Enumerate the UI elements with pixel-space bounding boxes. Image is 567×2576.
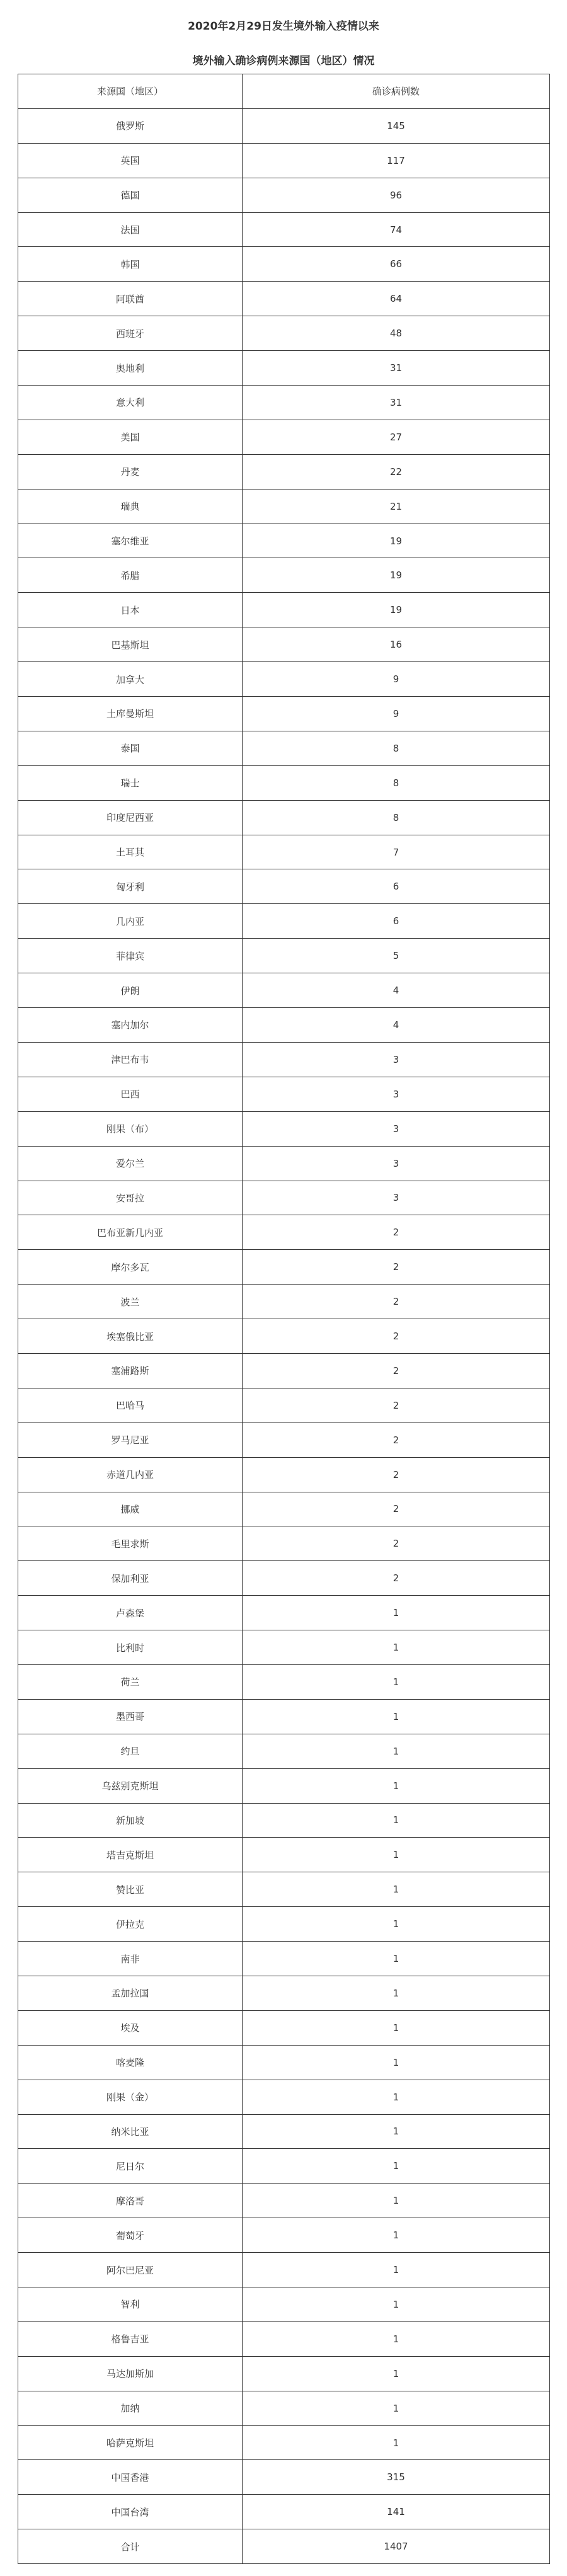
country-cell: 巴基斯坦 [18, 627, 243, 662]
case-count-cell: 1 [243, 2114, 550, 2149]
case-count-cell: 1 [243, 1838, 550, 1872]
case-count-cell: 1 [243, 2080, 550, 2114]
case-count-cell: 2 [243, 1492, 550, 1526]
country-cell: 丹麦 [18, 454, 243, 489]
country-cell: 日本 [18, 593, 243, 627]
case-count-cell: 1407 [243, 2529, 550, 2564]
country-cell: 加纳 [18, 2391, 243, 2425]
table-row [18, 108, 550, 143]
source-country-table [18, 74, 550, 2564]
case-count-cell: 1 [243, 1976, 550, 2010]
table-row [18, 1457, 550, 1492]
case-count-cell: 3 [243, 1146, 550, 1181]
table-row [18, 1008, 550, 1043]
case-count-cell: 16 [243, 627, 550, 662]
country-cell: 保加利亚 [18, 1561, 243, 1596]
case-count-cell: 48 [243, 316, 550, 351]
case-count-cell: 117 [243, 143, 550, 178]
table-row [18, 1181, 550, 1215]
table-row [18, 1111, 550, 1146]
table-row [18, 904, 550, 939]
table-row [18, 2391, 550, 2425]
country-cell: 希腊 [18, 558, 243, 593]
table-row [18, 1561, 550, 1596]
country-cell: 波兰 [18, 1285, 243, 1319]
table-row [18, 1077, 550, 1111]
table-row [18, 2149, 550, 2184]
case-count-cell: 1 [243, 1907, 550, 1942]
case-count-cell: 2 [243, 1561, 550, 1596]
country-cell: 荷兰 [18, 1664, 243, 1699]
case-count-cell: 1 [243, 1630, 550, 1665]
case-count-cell: 19 [243, 558, 550, 593]
country-cell: 毛里求斯 [18, 1526, 243, 1561]
case-count-cell: 1 [243, 1664, 550, 1699]
column-header-country: 来源国（地区） [18, 74, 243, 109]
case-count-cell: 1 [243, 2321, 550, 2356]
case-count-cell: 6 [243, 869, 550, 904]
case-count-cell: 2 [243, 1526, 550, 1561]
case-count-cell: 6 [243, 904, 550, 939]
table-row [18, 1734, 550, 1768]
case-count-cell: 8 [243, 800, 550, 835]
table-row [18, 489, 550, 524]
country-cell: 葡萄牙 [18, 2218, 243, 2253]
table-row [18, 558, 550, 593]
country-cell: 英国 [18, 143, 243, 178]
table-row [18, 143, 550, 178]
page-title: 2020年2月29日发生境外输入疫情以来 [188, 20, 379, 33]
country-cell: 伊朗 [18, 973, 243, 1008]
case-count-cell: 1 [243, 2356, 550, 2391]
country-cell: 南非 [18, 1942, 243, 1976]
table-row [18, 1353, 550, 1388]
country-cell: 美国 [18, 420, 243, 454]
country-cell: 喀麦隆 [18, 2045, 243, 2080]
table-row [18, 731, 550, 765]
country-cell: 韩国 [18, 247, 243, 282]
case-count-cell: 4 [243, 973, 550, 1008]
table-row [18, 1319, 550, 1354]
table-row [18, 869, 550, 904]
country-cell: 伊拉克 [18, 1907, 243, 1942]
table-row [18, 765, 550, 800]
country-cell: 摩尔多瓦 [18, 1250, 243, 1285]
country-cell: 土库曼斯坦 [18, 697, 243, 731]
country-cell: 合计 [18, 2529, 243, 2564]
table-row [18, 2218, 550, 2253]
case-count-cell: 3 [243, 1042, 550, 1077]
country-cell: 奥地利 [18, 351, 243, 386]
country-cell: 马达加斯加 [18, 2356, 243, 2391]
country-cell: 乌兹别克斯坦 [18, 1768, 243, 1803]
table-row [18, 178, 550, 212]
country-cell: 西班牙 [18, 316, 243, 351]
country-cell: 匈牙利 [18, 869, 243, 904]
case-count-cell: 9 [243, 662, 550, 697]
case-count-cell: 1 [243, 2149, 550, 2184]
country-cell: 塔吉克斯坦 [18, 1838, 243, 1872]
country-cell: 加拿大 [18, 662, 243, 697]
country-cell: 土耳其 [18, 835, 243, 869]
country-cell: 罗马尼亚 [18, 1423, 243, 1457]
country-cell: 巴布亚新几内亚 [18, 1215, 243, 1250]
case-count-cell: 1 [243, 2218, 550, 2253]
country-cell: 泰国 [18, 731, 243, 765]
case-count-cell: 4 [243, 1008, 550, 1043]
case-count-cell: 1 [243, 1596, 550, 1630]
case-count-cell: 1 [243, 2287, 550, 2322]
country-cell: 摩洛哥 [18, 2184, 243, 2218]
table-row [18, 212, 550, 247]
country-cell: 约旦 [18, 1734, 243, 1768]
case-count-cell: 9 [243, 697, 550, 731]
table-row [18, 1285, 550, 1319]
case-count-cell: 8 [243, 731, 550, 765]
country-cell: 墨西哥 [18, 1699, 243, 1734]
case-count-cell: 8 [243, 765, 550, 800]
case-count-cell: 1 [243, 1942, 550, 1976]
case-count-cell: 2 [243, 1423, 550, 1457]
table-row [18, 593, 550, 627]
country-cell: 尼日尔 [18, 2149, 243, 2184]
country-cell: 瑞士 [18, 765, 243, 800]
case-count-cell: 1 [243, 1699, 550, 1734]
country-cell: 塞内加尔 [18, 1008, 243, 1043]
table-row [18, 1942, 550, 1976]
table-row [18, 2460, 550, 2495]
table-row [18, 2287, 550, 2322]
case-count-cell: 2 [243, 1250, 550, 1285]
table-row [18, 1526, 550, 1561]
table-body [18, 108, 550, 2563]
case-count-cell: 3 [243, 1077, 550, 1111]
table-row [18, 2425, 550, 2460]
case-count-cell: 3 [243, 1181, 550, 1215]
table-row [18, 2080, 550, 2114]
table-row [18, 1630, 550, 1665]
case-count-cell: 2 [243, 1457, 550, 1492]
case-count-cell: 31 [243, 351, 550, 386]
country-cell: 塞尔维亚 [18, 524, 243, 558]
country-cell: 埃及 [18, 2010, 243, 2045]
case-count-cell: 96 [243, 178, 550, 212]
country-cell: 刚果（金） [18, 2080, 243, 2114]
table-row [18, 2495, 550, 2529]
column-header-cases: 确诊病例数 [243, 74, 550, 109]
case-count-cell: 19 [243, 593, 550, 627]
table-row [18, 627, 550, 662]
country-cell: 德国 [18, 178, 243, 212]
table-row [18, 2253, 550, 2287]
table-row [18, 282, 550, 316]
table-row [18, 2114, 550, 2149]
country-cell: 中国香港 [18, 2460, 243, 2495]
table-row [18, 1803, 550, 1838]
case-count-cell: 141 [243, 2495, 550, 2529]
case-count-cell: 21 [243, 489, 550, 524]
table-row [18, 973, 550, 1008]
table-row [18, 1250, 550, 1285]
table-row [18, 2321, 550, 2356]
table-row [18, 1146, 550, 1181]
table-row [18, 1215, 550, 1250]
case-count-cell: 74 [243, 212, 550, 247]
table-row [18, 1699, 550, 1734]
case-count-cell: 3 [243, 1111, 550, 1146]
table-row [18, 662, 550, 697]
case-count-cell: 31 [243, 386, 550, 420]
table-row [18, 2045, 550, 2080]
country-cell: 俄罗斯 [18, 108, 243, 143]
case-count-cell: 2 [243, 1319, 550, 1354]
country-cell: 赞比亚 [18, 1872, 243, 1907]
country-cell: 几内亚 [18, 904, 243, 939]
country-cell: 新加坡 [18, 1803, 243, 1838]
table-header-row [18, 74, 550, 109]
case-count-cell: 22 [243, 454, 550, 489]
case-count-cell: 2 [243, 1353, 550, 1388]
table-row [18, 454, 550, 489]
country-cell: 中国台湾 [18, 2495, 243, 2529]
case-count-cell: 2 [243, 1215, 550, 1250]
country-cell: 菲律宾 [18, 939, 243, 973]
case-count-cell: 1 [243, 2045, 550, 2080]
table-row [18, 939, 550, 973]
table-row [18, 697, 550, 731]
country-cell: 爱尔兰 [18, 1146, 243, 1181]
case-count-cell: 315 [243, 2460, 550, 2495]
case-count-cell: 1 [243, 1803, 550, 1838]
case-count-cell: 1 [243, 2391, 550, 2425]
country-cell: 津巴布韦 [18, 1042, 243, 1077]
table-row [18, 1596, 550, 1630]
table-caption: 境外输入确诊病例来源国（地区）情况 [192, 55, 375, 67]
table-row [18, 1492, 550, 1526]
country-cell: 瑞典 [18, 489, 243, 524]
table-row [18, 1872, 550, 1907]
country-cell: 纳米比亚 [18, 2114, 243, 2149]
table-row [18, 2529, 550, 2564]
table-row [18, 420, 550, 454]
country-cell: 巴西 [18, 1077, 243, 1111]
table-row [18, 386, 550, 420]
table-row [18, 247, 550, 282]
table-row [18, 2356, 550, 2391]
table-row [18, 524, 550, 558]
table-row [18, 1388, 550, 1423]
table-row [18, 2010, 550, 2045]
table-row [18, 1976, 550, 2010]
country-cell: 阿联酋 [18, 282, 243, 316]
country-cell: 格鲁吉亚 [18, 2321, 243, 2356]
case-count-cell: 1 [243, 2184, 550, 2218]
country-cell: 比利时 [18, 1630, 243, 1665]
table-row [18, 835, 550, 869]
case-count-cell: 1 [243, 2253, 550, 2287]
case-count-cell: 1 [243, 1872, 550, 1907]
country-cell: 赤道几内亚 [18, 1457, 243, 1492]
case-count-cell: 145 [243, 108, 550, 143]
table-row [18, 1042, 550, 1077]
case-count-cell: 1 [243, 1734, 550, 1768]
table-row [18, 351, 550, 386]
case-count-cell: 19 [243, 524, 550, 558]
table-row [18, 1664, 550, 1699]
country-cell: 智利 [18, 2287, 243, 2322]
table-row [18, 1768, 550, 1803]
case-count-cell: 2 [243, 1285, 550, 1319]
table-row [18, 1423, 550, 1457]
case-count-cell: 7 [243, 835, 550, 869]
country-cell: 安哥拉 [18, 1181, 243, 1215]
country-cell: 刚果（布） [18, 1111, 243, 1146]
country-cell: 孟加拉国 [18, 1976, 243, 2010]
case-count-cell: 27 [243, 420, 550, 454]
country-cell: 意大利 [18, 386, 243, 420]
table-row [18, 2184, 550, 2218]
case-count-cell: 2 [243, 1388, 550, 1423]
table-row [18, 316, 550, 351]
country-cell: 巴哈马 [18, 1388, 243, 1423]
table-row [18, 1838, 550, 1872]
case-count-cell: 1 [243, 2425, 550, 2460]
case-count-cell: 66 [243, 247, 550, 282]
country-cell: 印度尼西亚 [18, 800, 243, 835]
country-cell: 挪威 [18, 1492, 243, 1526]
table-row [18, 800, 550, 835]
case-count-cell: 64 [243, 282, 550, 316]
country-cell: 卢森堡 [18, 1596, 243, 1630]
country-cell: 塞浦路斯 [18, 1353, 243, 1388]
country-cell: 阿尔巴尼亚 [18, 2253, 243, 2287]
country-cell: 法国 [18, 212, 243, 247]
case-count-cell: 1 [243, 2010, 550, 2045]
case-count-cell: 5 [243, 939, 550, 973]
case-count-cell: 1 [243, 1768, 550, 1803]
table-row [18, 1907, 550, 1942]
country-cell: 埃塞俄比亚 [18, 1319, 243, 1354]
country-cell: 哈萨克斯坦 [18, 2425, 243, 2460]
